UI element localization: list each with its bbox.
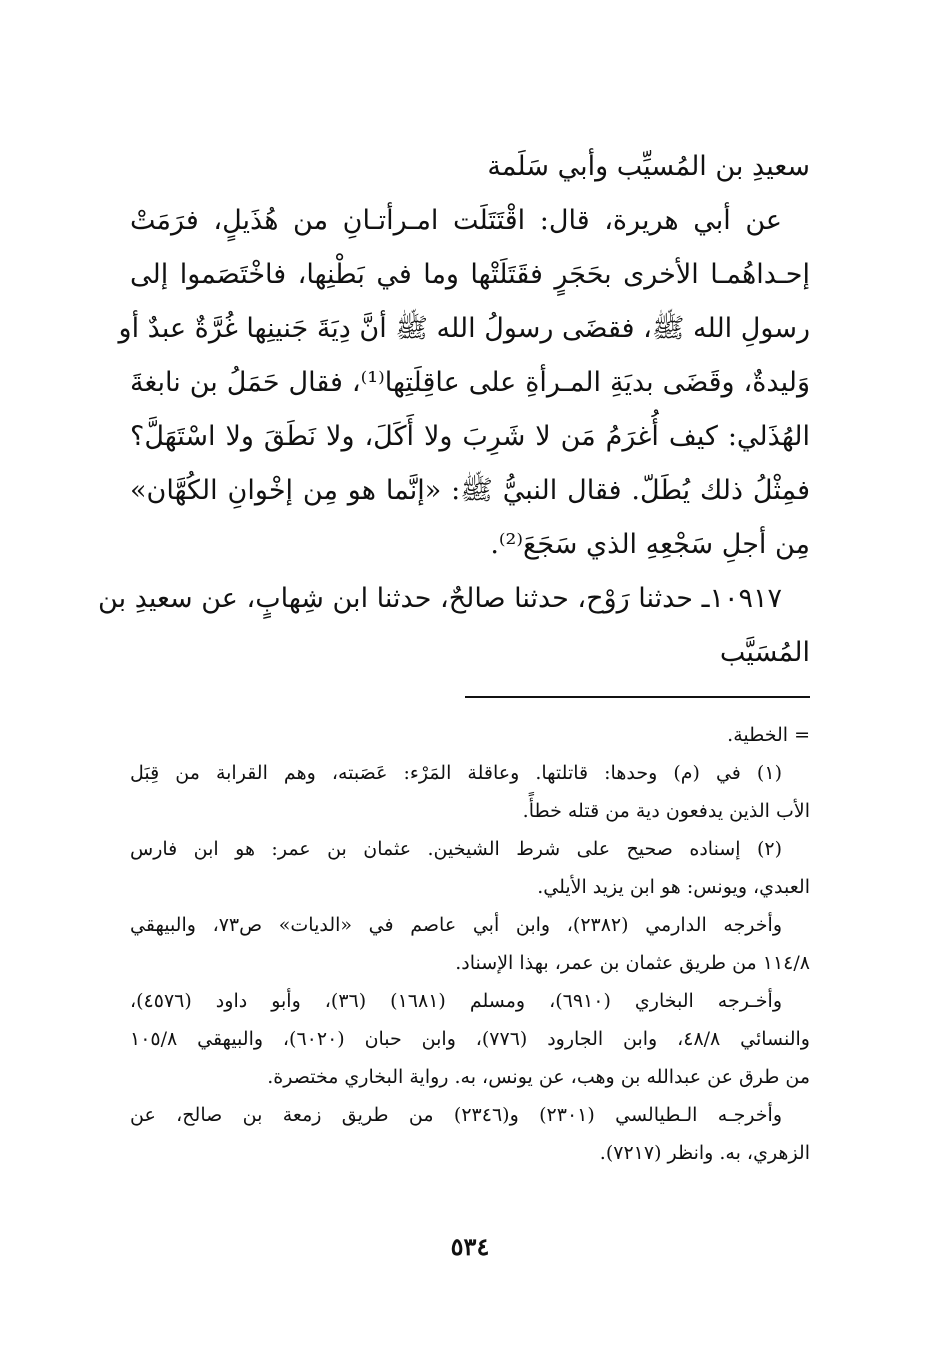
main-line-10: المُسَيَّب	[719, 637, 810, 668]
footnote-separator	[465, 696, 810, 698]
footnote-line-3: الأب الذين يدفعون دية من قتله خطأً.	[522, 800, 810, 822]
footnotes	[130, 716, 810, 1172]
main-line-5: وَليدةٌ، وقَضَى بديَةِ المـرأةِ على عاقِلَتِها⁽¹⁾، فقال حَمَلُ بن نابغةَ	[130, 367, 810, 398]
footnote-line-10: من طرق عن عبدالله بن وهب، عن يونس، به. رواية البخاري مختصرة.	[267, 1066, 810, 1088]
main-line-3: إحـداهُمـا الأخرى بحَجَرٍ فقَتَلَتْها وما في بَطْنِها، فاخْتَصَموا إلى	[130, 259, 810, 290]
main-line-1: سعيدِ بن المُسيِّب وأبي سَلَمة	[487, 151, 810, 182]
main-line-7: فمِثْلُ ذلك يُطَلّ. فقال النبيُّ ﷺ: «إنَّما هو مِن إخْوانِ الكُهَّان»	[130, 475, 811, 506]
footnote-line-1: = الخطية.	[727, 724, 810, 746]
main-line-4: رسولِ الله ﷺ، فقضَى رسولُ الله ﷺ أنَّ دِيَةَ جَنينِها غُرَّةٌ عبدٌ أو	[118, 313, 810, 344]
page-number: ٥٣٤	[450, 1232, 490, 1261]
footnote-line-6: وأخرجه الدارمي (٢٣٨٢)، وابن أبي عاصم في «الديات» ص٧٣، والبيهقي	[130, 914, 782, 936]
footnote-line-5: العبدي، ويونس: هو ابن يزيد الأيلي.	[537, 876, 810, 898]
main-line-2: عن أبي هريرة، قال: اقْتَتَلَت امـرأتـانِ من هُذَيلٍ، فرَمَتْ	[130, 205, 782, 236]
footnote-line-9: والنسائي ٤٨/٨، وابن الجارود (٧٧٦)، وابن حبان (٦٠٢٠)، والبيهقي ١٠٥/٨	[130, 1028, 810, 1050]
main-line-6: الهُذَلي: كيف أُغرَمُ مَن لا شَرِبَ ولا أَكَلَ، ولا نَطَقَ ولا اسْتَهَلَّ؟	[130, 421, 810, 452]
hadith-number-line: ١٠٩١٧ـ حدثنا رَوْح، حدثنا صالحٌ، حدثنا ابن شِهابٍ، عن سعيدِ بن	[98, 583, 782, 614]
footnote-line-11: وأخرجـه الـطيالسي (٢٣٠١) و(٢٣٤٦) من طريق زمعة بن صالح، عن	[130, 1104, 782, 1126]
footnote-line-2: (١) في (م) وحدها: قاتلتها. وعاقلة المَرْء: عَصَبته، وهم القرابة من قِبَل	[130, 762, 782, 784]
footnote-line-4: (٢) إسناده صحيح على شرط الشيخين. عثمان بن عمر: هو ابن فارس	[130, 838, 782, 860]
footnote-line-8: وأخـرجه البخاري (٦٩١٠)، ومسلم (١٦٨١) (٣٦)، وأبو داود (٤٥٧٦)،	[130, 990, 782, 1012]
footnote-line-7: ١١٤/٨ من طريق عثمان بن عمر، بهذا الإسناد.	[455, 952, 810, 974]
footnote-line-12: الزهري، به. وانظر (٧٢١٧).	[599, 1142, 810, 1164]
main-line-8: مِن أجلِ سَجْعِهِ الذي سَجَعَ⁽²⁾.	[490, 529, 810, 560]
main-text	[98, 140, 811, 680]
